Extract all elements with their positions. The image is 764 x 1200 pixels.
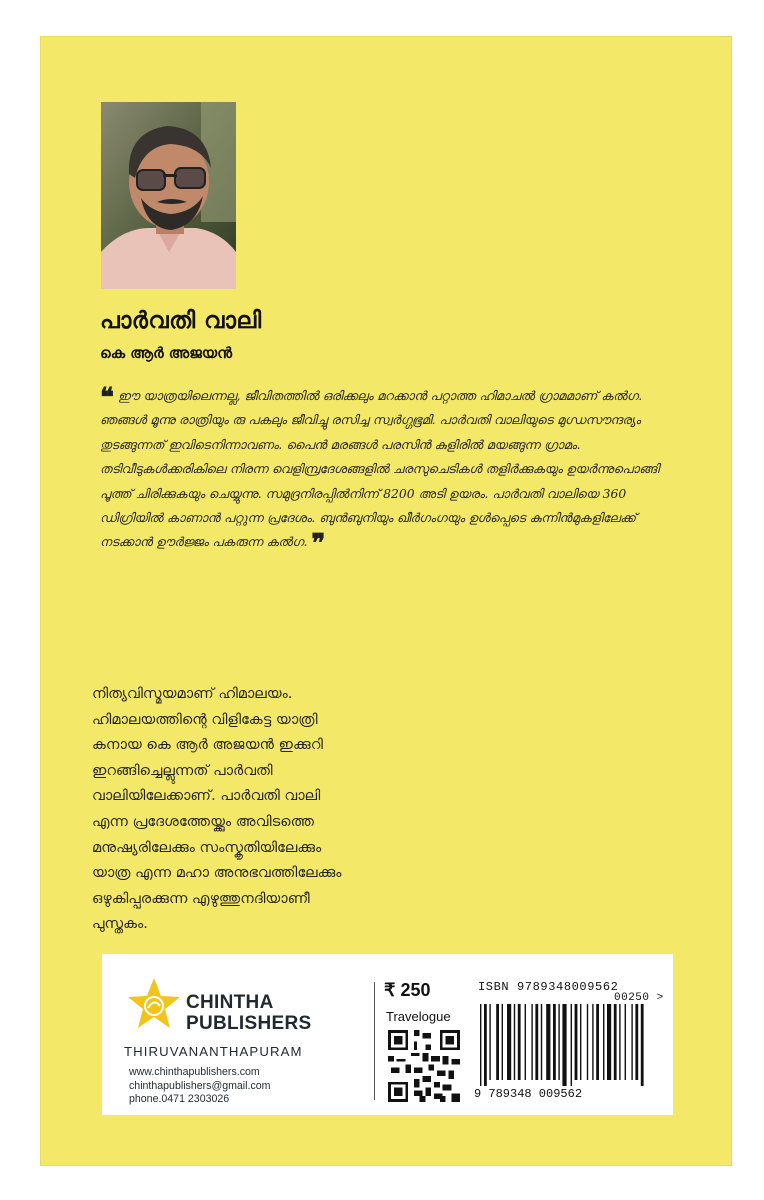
barcode-bar bbox=[553, 1004, 556, 1080]
barcode-bar bbox=[541, 1004, 542, 1080]
barcode-bar bbox=[535, 1004, 538, 1080]
barcode-bar bbox=[619, 1004, 620, 1080]
barcode-bar bbox=[502, 1004, 503, 1080]
price-label: ₹ 250 bbox=[384, 980, 431, 1000]
barcode-bar bbox=[603, 1004, 604, 1080]
barcode-bar bbox=[484, 1004, 487, 1086]
author-portrait-image bbox=[101, 102, 236, 289]
barcode-bar bbox=[592, 1004, 593, 1080]
barcode-bar bbox=[614, 1004, 617, 1080]
barcode-bar bbox=[558, 1004, 559, 1080]
barcode-bar bbox=[546, 1004, 550, 1080]
barcode-bar bbox=[489, 1004, 490, 1080]
publisher-contact bbox=[129, 1066, 369, 1107]
barcode-bar bbox=[580, 1004, 581, 1080]
back-cover bbox=[40, 36, 732, 1166]
barcode-bar bbox=[531, 1004, 532, 1080]
barcode-digits: 9 789348 009562 bbox=[474, 1087, 583, 1100]
publisher-name bbox=[186, 992, 346, 1034]
barcode-bar bbox=[575, 1004, 578, 1080]
author-photo bbox=[101, 102, 236, 289]
book-blurb: നിത്യവിസ്മയമാണ് ഹിമാലയം. ഹിമാലയത്തിന്റെ വിളികേട്ട യാത്രി കനായ കെ ആർ അജയൻ ഇക്കുറി ഇറങ്ങിച്ചെല്ലുന്നത് പാർവതി വാലിയിലേക്കാണ്. പാർവതി വാലി എന്ന പ്രദേശത്തേയ്ക്കും അവിടത്തെ മനുഷ്യരിലേക്കും സംസ്കൃതിയിലേക്കും യാത്ര എന്ന മഹാ അനുഭവത്തിലേക്കും ഒഴുകിപ്പരക്കുന്ന എഴുത്തുനദിയാണീ പുസ്തകം. bbox=[92, 685, 342, 933]
divider bbox=[374, 982, 375, 1100]
barcode-bar bbox=[625, 1004, 626, 1080]
genre-label: Travelogue bbox=[386, 1009, 451, 1024]
publisher-email: chinthapublishers@gmail.com bbox=[129, 1079, 271, 1092]
publisher-website: www.chinthapublishers.com bbox=[129, 1066, 260, 1078]
isbn-barcode-icon bbox=[470, 996, 665, 1100]
publisher-city: THIRUVANANTHAPURAM bbox=[124, 1044, 303, 1059]
barcode-bar bbox=[518, 1004, 521, 1080]
barcode-bar bbox=[607, 1004, 611, 1080]
barcode-bar bbox=[514, 1004, 515, 1080]
quote-text: ഈ യാത്രയിലെന്നല്ല, ജീവിതത്തിൽ ഒരിക്കലും മറക്കാൻ പറ്റാത്ത ഹിമാചൽ ഗ്രാമമാണ് കൽഗ. ഞങ്ങൾ മൂന്നു രാത്രിയും രു പകലും ജീവിച്ചു രസിച്ച സ്വർഗ്ഗഭൂമി. പാർവതി വാലിയുടെ മുഗ്ധസൗന്ദര്യം തുടങ്ങുന്നത് ഇവിടെനിന്നാവണം. പൈൻ മരങ്ങൾ പരസിൻ കുളിരിൽ മയങ്ങുന്ന ഗ്രാമം. തടിവീടുകൾക്കരികിലെ നിരന്ന വെളിമ്പ്രദേശങ്ങളിൽ ചരസുചെടികൾ തളിർക്കുകയും ഉയർന്നുപൊങ്ങി പൂത്ത് ചിരിക്കുകയും ചെയ്യുന്നു. സമുദ്രനിരപ്പിൽനിന്ന് 8200 അടി ഉയരം. പാർവതി വാലിയെ 360 ഡിഗ്രിയിൽ കാണാൻ പറ്റുന്ന പ്രദേശം. ബുൻബുനിയും ഖീർഗംഗയും ഉൾപ്പെടെ കുന്നിൻമുകളിലേക്ക് നടക്കാൻ ഊർജ്ജം പകരുന്ന കൽഗ. bbox=[100, 388, 660, 550]
publisher-panel bbox=[102, 954, 673, 1115]
barcode-bar bbox=[587, 1004, 588, 1080]
qr-code-icon bbox=[388, 1030, 460, 1102]
price-code-label: 00250 > bbox=[614, 992, 664, 1004]
quote-block bbox=[100, 383, 686, 560]
barcode-bar bbox=[635, 1004, 638, 1080]
barcode-bar bbox=[631, 1004, 632, 1080]
barcode-bar bbox=[525, 1004, 526, 1080]
barcode-bar bbox=[571, 1004, 572, 1086]
barcode-bar bbox=[562, 1004, 566, 1086]
book-title: പാർവതി വാലി bbox=[100, 308, 262, 334]
isbn-label: ISBN 9789348009562 bbox=[478, 980, 619, 994]
barcode-bar bbox=[641, 1004, 644, 1086]
author-name: കെ ആർ അജയൻ bbox=[100, 344, 233, 362]
star-logo-icon bbox=[126, 976, 182, 1032]
publisher-name-line2: PUBLISHERS bbox=[186, 1013, 312, 1034]
barcode-bar bbox=[480, 1004, 481, 1086]
barcode-bar bbox=[496, 1004, 499, 1080]
publisher-phone: phone.0471 2303026 bbox=[129, 1093, 230, 1105]
open-quote-icon: ❝ bbox=[100, 383, 114, 413]
barcode-bar bbox=[596, 1004, 599, 1080]
barcode-bar bbox=[507, 1004, 511, 1080]
publisher-name-line1: CHINTHA bbox=[186, 992, 274, 1013]
close-quote-icon: ❞ bbox=[311, 529, 326, 560]
